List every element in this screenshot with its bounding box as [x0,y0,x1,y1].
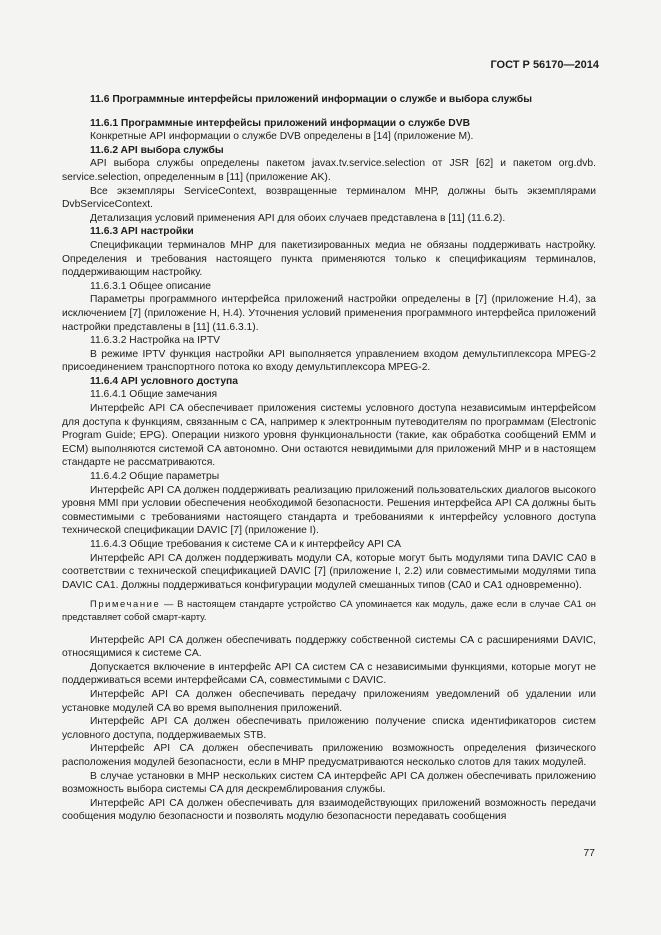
heading-11-6: 11.6 Программные интерфейсы приложений информации о службе и выбора службы [90,94,532,105]
heading-11-6-3-2: 11.6.3.2 Настройка на IPTV [90,335,221,347]
paragraph: В случае установки в МНР нескольких систем CA интерфейс API CA должен обеспечивать приложению возможность выбора системы CA для дескремблирования службы. [62,770,596,796]
heading-11-6-4-3: 11.6.4.3 Общие требования к системе CA и к интерфейсу API CA [90,539,402,550]
paragraph: Интерфейс API CA должен обеспечивать приложению получение списка идентификаторов систем условного доступа, поддерживаемых STB. [62,716,596,741]
paragraph: Параметры программного интерфейса приложений настройки определены в [7] (приложение H.4), за исключением [7] (приложение H, H.4). Уточнения условий применения программного интерфейса приложений настройки представлены в [11] (11.6.3.1). [62,294,596,333]
paragraph: Интерфейс API CA должен обеспечивать для взаимодействующих приложений возможность передачи сообщения модулю безопасности и позволять модулю безопасности передавать сообщения [62,797,596,823]
heading-11-6-2: 11.6.2 API выбора службы [90,144,224,156]
paragraph: Интерфейс API CA должен поддерживать реализацию приложений пользовательских диалогов высокого уровня MMI при условии обеспечения необходимой безопасности. Решения интерфейса API CA должны быть совместимыми с требованиями настоящего стандарта и требованиями к интерфейсу условного доступа технической спецификации DAVIC [7] (приложение I). [62,484,596,537]
heading-11-6-3-1: 11.6.3.1 Общее описание [90,280,211,292]
paragraph: Интерфейс API CA должен обеспечивать передачу приложениям уведомлений об удалении или установке модулей CA во время выполнения приложений. [62,688,596,714]
note [62,598,596,623]
paragraph: Интерфейс API CA должен обеспечивать приложению возможность определения физического расположения модулей безопасности, если в МНР предусматриваются несколько слотов для таких модулей. [62,743,596,768]
paragraph: Конкретные API информации о службе DVB определены в [14] (приложение M). [90,131,474,143]
paragraph: Все экземпляры ServiceContext, возвращенные терминалом МНР, должны быть экземплярами DvbServiceContext. [62,185,596,211]
heading-11-6-4: 11.6.4 API условного доступа [90,375,238,387]
paragraph: Допускается включение в интерфейс API CA систем CA с независимыми функциями, которые могут не поддерживаться всеми интерфейсами CA, совместимыми с DAVIC. [62,661,596,687]
standard-number: ГОСТ Р 56170—2014 [490,59,599,71]
paragraph: В режиме IPTV функция настройки API выполняется управлением входом демультиплексора MPEG-2 присоединением транспортного потока ко входу демультиплексора MPEG-2. [62,348,596,374]
paragraph: Интерфейс API CA обеспечивает приложения системы условного доступа независимым интерфейсом для доступа к функциям, связанным с CA, например к электронным путеводителям по программам (Electronic Program Guide; EPG). Операции низкого уровня функциональности (такие, как обработка сообщений ЕММ и ECM) выполняются системой CA автономно. Они остаются невидимыми для приложений МНР и в настоящем стандарте не рассматриваются. [62,403,596,469]
paragraph: Интерфейс API CA должен обеспечивать поддержку собственной системы CA с расширениями DAVIC, относящимися к системе CA. [62,634,596,660]
heading-11-6-3: 11.6.3 API настройки [90,226,194,238]
note-label: Примечание [90,598,161,610]
paragraph: API выбора службы определены пакетом javax.tv.service.selection от JSR [62] и пакетом org.dvb. service.selection, определенным в [11] (приложение AK). [62,158,596,183]
paragraph: Интерфейс API CA должен поддерживать модули CA, которые могут быть модулями типа DAVIC CA0 в соответствии с технической спецификацией DAVIC [7] (приложение I, 2.2) или совместимыми модулями типа DAVIC CA1. Должны поддерживаться конфигурации модулей смешанных типов (CA0 и CA1 одновременно). [62,552,596,591]
paragraph: Спецификации терминалов МНР для пакетизированных медиа не обязаны поддерживать настройку. Определения и требования настоящего пункта применяются только к спецификациям терминалов, поддерживающим настройку. [62,239,596,279]
heading-11-6-4-2: 11.6.4.2 Общие параметры [90,471,220,483]
page-number: 77 [583,847,595,859]
page-content [62,88,596,824]
paragraph: Детализация условий применения API для обоих случаев представлена в [11] (11.6.2). [90,212,506,224]
note-dash: — [160,598,178,610]
heading-11-6-1: 11.6.1 Программные интерфейсы приложений информации о службе DVB [90,117,471,129]
note-text: В настоящем стандарте устройство CA упоминается как модуль, даже если в случае CA1 он представляет собой смарт-карту. [62,598,596,622]
heading-11-6-4-1: 11.6.4.1 Общие замечания [90,389,218,401]
